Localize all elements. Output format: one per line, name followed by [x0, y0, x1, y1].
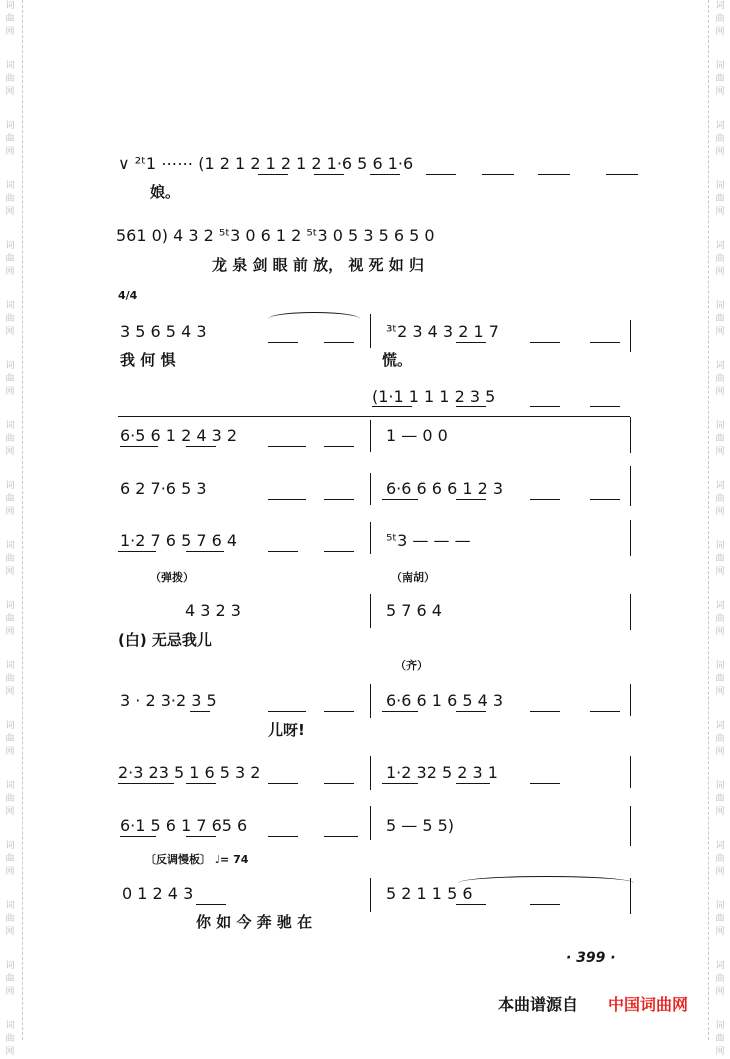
score-line-10b: 1·2 32 5 2 3 1	[386, 763, 498, 782]
barline	[630, 878, 631, 914]
watermark-mark: 词 曲 网	[715, 481, 725, 517]
beam	[590, 406, 620, 407]
beam	[538, 174, 570, 175]
score-line-9b: 6·6 6 1 6 5 4 3	[386, 691, 504, 710]
barline	[370, 473, 371, 505]
score-line-10a: 2·3 23 5 1 6 5 3 2	[118, 763, 261, 782]
beam	[120, 446, 158, 447]
beam	[268, 836, 298, 837]
score-line-6a: 6 2 7·6 5 3	[120, 479, 207, 498]
beam	[590, 342, 620, 343]
beam	[456, 342, 486, 343]
beam	[382, 783, 418, 784]
watermark-mark: 词 曲 网	[5, 781, 15, 817]
beam	[456, 711, 486, 712]
barline	[630, 520, 631, 556]
watermark-mark: 词 曲 网	[715, 241, 725, 277]
beam	[324, 783, 354, 784]
watermark-mark: 词 曲 网	[5, 901, 15, 937]
barline	[370, 806, 371, 840]
beam	[324, 711, 354, 712]
beam	[530, 499, 560, 500]
score-line-3b: ³ᵗ2 3 4 3 2 1 7	[386, 322, 499, 341]
beam	[370, 174, 400, 175]
beam	[382, 711, 418, 712]
barline	[630, 756, 631, 788]
score-line-3a: 3 5 6 5 4 3	[120, 322, 207, 341]
barline	[630, 320, 631, 352]
watermark-mark: 词 曲 网	[5, 361, 15, 397]
beam	[190, 711, 210, 712]
instrument-label: （齐）	[395, 659, 428, 672]
watermark-mark: 词 曲 网	[715, 421, 725, 457]
time-signature: 4/4	[118, 289, 138, 302]
instrument-label: （弹拨）	[150, 571, 194, 584]
score-line-5b: 1 — 0 0	[386, 426, 448, 445]
beam	[120, 836, 156, 837]
watermark-mark: 词 曲 网	[5, 541, 15, 577]
watermark-mark: 词 曲 网	[5, 661, 15, 697]
left-margin-line	[22, 0, 23, 1040]
watermark-mark: 词 曲 网	[715, 1, 725, 37]
watermark-mark: 词 曲 网	[715, 1021, 725, 1057]
beam	[456, 499, 486, 500]
score-line-8b: 5 7 6 4	[386, 601, 442, 620]
watermark-mark: 词 曲 网	[715, 301, 725, 337]
beam	[456, 783, 490, 784]
beam	[324, 342, 354, 343]
beam	[118, 551, 156, 552]
beam	[258, 174, 288, 175]
lyric-line-3a: 我 何 惧	[120, 351, 176, 369]
beam	[456, 904, 486, 905]
lyric-line-2: 龙 泉 剑 眼 前 放， 视 死 如 归	[212, 256, 425, 274]
beam	[268, 446, 306, 447]
score-line-5a: 6·5 6 1 2 4 3 2	[120, 426, 238, 445]
beam	[186, 836, 216, 837]
score-line-11a: 6·1 5 6 1 7 65 6	[120, 816, 248, 835]
score-line-8a: 4 3 2 3	[185, 601, 241, 620]
score-line-1: ∨ ²ᵗ1 ⋯⋯ (1 2 1 2 1 2 1 2 1·6 5 6 1·6	[118, 154, 414, 173]
beam	[530, 904, 560, 905]
instrument-label: （南胡）	[391, 571, 435, 584]
score-line-12a: 0 1 2 4 3	[122, 884, 194, 903]
barline	[370, 594, 371, 628]
watermark-mark: 词 曲 网	[5, 301, 15, 337]
beam	[186, 551, 224, 552]
beam	[530, 711, 560, 712]
score-line-7a: 1·2 7 6 5 7 6 4	[120, 531, 238, 550]
watermark-mark: 词 曲 网	[715, 961, 725, 997]
watermark-mark: 词 曲 网	[5, 121, 15, 157]
watermark-mark: 词 曲 网	[5, 1021, 15, 1057]
barline	[630, 806, 631, 846]
barline	[370, 878, 371, 912]
score-line-4: (1·1 1 1 1 2 3 5	[372, 387, 496, 406]
score-line-7b: ⁵ᵗ3 — — —	[386, 531, 471, 550]
watermark-mark: 词 曲 网	[715, 781, 725, 817]
barline	[630, 594, 631, 630]
lyric-line-9: 儿呀!	[268, 721, 305, 739]
lyric-line-12: 你 如 今 奔 驰 在	[196, 913, 313, 931]
barline	[630, 684, 631, 716]
watermark-mark: 词 曲 网	[5, 241, 15, 277]
beam	[314, 174, 344, 175]
watermark-mark: 词 曲 网	[5, 601, 15, 637]
beam	[186, 783, 216, 784]
watermark-mark: 词 曲 网	[715, 601, 725, 637]
beam	[118, 783, 174, 784]
beam	[456, 406, 486, 407]
beam	[482, 174, 514, 175]
beam	[324, 446, 354, 447]
beam	[268, 499, 306, 500]
beam	[324, 499, 354, 500]
beam	[268, 711, 306, 712]
lyric-line-1: 娘。	[150, 183, 181, 201]
watermark-mark: 词 曲 网	[715, 721, 725, 757]
score-line-12b: 5 2 1 1 5 6	[386, 884, 473, 903]
watermark-mark: 词 曲 网	[5, 61, 15, 97]
beam	[530, 406, 560, 407]
watermark-mark: 词 曲 网	[5, 421, 15, 457]
beam	[382, 499, 418, 500]
watermark-mark: 词 曲 网	[715, 61, 725, 97]
barline	[370, 684, 371, 718]
source-site-link[interactable]: 中国词曲网	[608, 995, 689, 1014]
spoken-line: (白) 无忌我儿	[118, 631, 212, 649]
barline	[370, 756, 371, 790]
beam	[268, 783, 298, 784]
beam	[606, 174, 638, 175]
tempo-marking: 〔反调慢板〕 ♩= 74	[145, 853, 249, 866]
beam	[372, 406, 412, 407]
beam	[324, 836, 358, 837]
phrase-line	[118, 416, 630, 417]
slur	[268, 312, 360, 319]
watermark-mark: 词 曲 网	[715, 661, 725, 697]
beam	[590, 711, 620, 712]
beam	[426, 174, 456, 175]
watermark-mark: 词 曲 网	[5, 181, 15, 217]
right-margin-line	[708, 0, 709, 1040]
slur	[458, 876, 634, 883]
watermark-mark: 词 曲 网	[715, 901, 725, 937]
barline	[630, 417, 631, 453]
beam	[530, 342, 560, 343]
score-line-6b: 6·6 6 6 6 1 2 3	[386, 479, 504, 498]
lyric-line-3b: 慌。	[382, 351, 413, 369]
source-label: 本曲谱源自	[498, 995, 579, 1014]
watermark-mark: 词 曲 网	[5, 481, 15, 517]
beam	[590, 499, 620, 500]
watermark-mark: 词 曲 网	[715, 841, 725, 877]
beam	[530, 783, 560, 784]
score-line-11b: 5 — 5 5)	[386, 816, 455, 835]
barline	[370, 420, 371, 452]
watermark-mark: 词 曲 网	[715, 541, 725, 577]
beam	[196, 904, 226, 905]
watermark-mark: 词 曲 网	[715, 121, 725, 157]
beam	[186, 446, 216, 447]
watermark-mark: 词 曲 网	[5, 961, 15, 997]
score-line-2: 561 0) 4 3 2 ⁵ᵗ3 0 6 1 2 ⁵ᵗ3 0 5 3 5 6 5 0	[116, 226, 435, 245]
watermark-mark: 词 曲 网	[715, 181, 725, 217]
score-line-9a: 3 · 2 3·2 3 5	[120, 691, 217, 710]
page-number: · 399 ·	[566, 950, 616, 966]
beam	[268, 342, 298, 343]
watermark-mark: 词 曲 网	[715, 361, 725, 397]
barline	[370, 314, 371, 348]
beam	[324, 551, 354, 552]
watermark-mark: 词 曲 网	[5, 1, 15, 37]
watermark-mark: 词 曲 网	[5, 841, 15, 877]
barline	[630, 466, 631, 506]
watermark-mark: 词 曲 网	[5, 721, 15, 757]
beam	[268, 551, 298, 552]
barline	[370, 522, 371, 554]
